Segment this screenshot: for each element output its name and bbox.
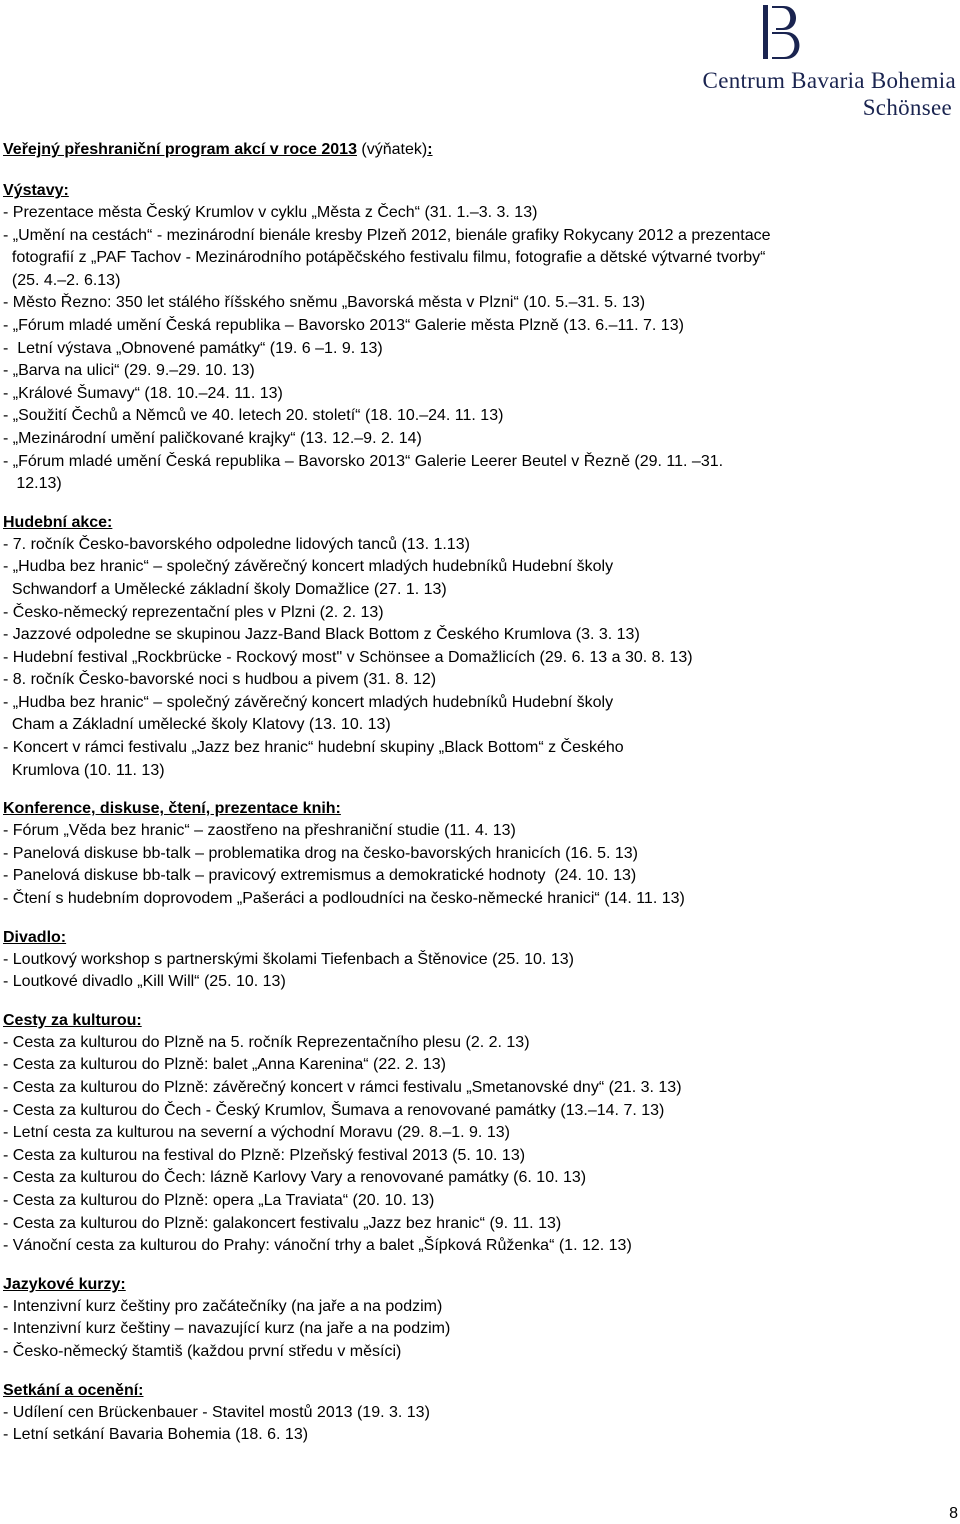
list-item: - „Králové Šumavy“ (18. 10.–24. 11. 13) bbox=[3, 384, 283, 402]
list-item: Schwandorf a Umělecké základní školy Domažlice (27. 1. 13) bbox=[3, 580, 447, 598]
list-item: - „Hudba bez hranic“ – společný závěrečný koncert mladých hudebníků Hudební školy bbox=[3, 693, 614, 711]
section-title: Divadlo: bbox=[3, 928, 67, 946]
list-item: - Loutkový workshop s partnerskými školami Tiefenbach a Štěnovice (25. 10. 13) bbox=[3, 950, 574, 968]
list-item: Cham a Základní umělecké školy Klatovy (13. 10. 13) bbox=[3, 716, 391, 734]
list-item: - Loutkové divadlo „Kill Will“ (25. 10. 13) bbox=[3, 973, 286, 991]
section bbox=[3, 1274, 958, 1364]
document-title bbox=[3, 139, 958, 161]
list-item: fotografií z „PAF Tachov - Mezinárodního potápěčského festivalu filmu, fotografie a dětské výtvarné tvorby“ bbox=[3, 249, 766, 267]
list-item: - Město Řezno: 350 let stálého říšského sněmu „Bavorská města v Plzni“ (10. 5.–31. 5. 13) bbox=[3, 294, 646, 312]
list-item: - 7. ročník Česko-bavorského odpoledne lidových tanců (13. 1.13) bbox=[3, 535, 470, 553]
section-title: Konference, diskuse, čtení, prezentace knih: bbox=[3, 800, 341, 818]
list-item: - Letní výstava „Obnovené památky“ (19. 6 –1. 9. 13) bbox=[3, 339, 383, 357]
list-item: - Intenzivní kurz češtiny pro začátečníky (na jaře a na podzim) bbox=[3, 1297, 443, 1315]
list-item: - Cesta za kulturou na festival do Plzně: Plzeňský festival 2013 (5. 10. 13) bbox=[3, 1146, 526, 1164]
list-item: - Prezentace města Český Krumlov v cyklu „Města z Čech“ (31. 1.–3. 3. 13) bbox=[3, 204, 538, 221]
logo-b-icon bbox=[762, 4, 806, 60]
title-note: (výňatek) bbox=[356, 141, 428, 158]
list-item: - Hudební festival „Rockbrücke - Rockový most" v Schönsee a Domažlicích (29. 6. 13 a 30. 8. 13) bbox=[3, 648, 693, 666]
section bbox=[3, 1380, 958, 1447]
sections bbox=[3, 180, 958, 1447]
title-colon: : bbox=[427, 141, 433, 158]
list-item: - Koncert v rámci festivalu „Jazz bez hranic“ hudební skupiny „Black Bottom“ z Českého bbox=[3, 739, 624, 757]
list-item: - „Barva na ulici“ (29. 9.–29. 10. 13) bbox=[3, 362, 255, 380]
section bbox=[3, 927, 958, 994]
list-item: - Cesta za kulturou do Plzně: závěrečný koncert v rámci festivalu „Smetanovské dny“ (21. 3. 13) bbox=[3, 1079, 682, 1096]
list-item: (25. 4.–2. 6.13) bbox=[3, 271, 121, 289]
list-item: - Česko-německý štamtiš (každou první středu v měsíci) bbox=[3, 1342, 402, 1360]
section-title: Setkání a ocenění: bbox=[3, 1381, 144, 1399]
list-item: - Cesta za kulturou do Plzně: galakoncert festivalu „Jazz bez hranic“ (9. 11. 13) bbox=[3, 1214, 562, 1232]
section bbox=[3, 798, 958, 910]
list-item: - Fórum „Věda bez hranic“ – zaostřeno na přeshraniční studie (11. 4. 13) bbox=[3, 822, 516, 840]
logo bbox=[612, 4, 958, 120]
list-item: - Letní setkání Bavaria Bohemia (18. 6. 13) bbox=[3, 1426, 309, 1444]
document-body bbox=[3, 139, 958, 1447]
list-item: - Česko-německý reprezentační ples v Plzni (2. 2. 13) bbox=[3, 603, 384, 621]
list-item: - Panelová diskuse bb-talk – problematika drog na česko-bavorských hranicích (16. 5. 13) bbox=[3, 844, 638, 862]
list-item: - Cesta za kulturou do Plzně na 5. ročník Reprezentačního plesu (2. 2. 13) bbox=[3, 1033, 530, 1051]
list-item: - „Mezinárodní umění paličkované krajky“ (13. 12.–9. 2. 14) bbox=[3, 429, 422, 447]
logo-line-2: Schönsee bbox=[862, 95, 952, 120]
list-item: - „Umění na cestách“ - mezinárodní bienále kresby Plzeň 2012, bienále grafiky Rokycany 2012 a prezentace bbox=[3, 226, 771, 244]
list-item: - „Fórum mladé umění Česká republika – Bavorsko 2013“ Galerie Leerer Beutel v Řezně (29. 11. –31. bbox=[3, 452, 724, 470]
section-title: Jazykové kurzy: bbox=[3, 1275, 126, 1293]
title-main: Veřejný přeshraniční program akcí v roce 2013 bbox=[3, 141, 357, 158]
list-item: Krumlova (10. 11. 13) bbox=[3, 761, 165, 779]
section bbox=[3, 1010, 958, 1258]
list-item: - Cesta za kulturou do Čech: lázně Karlovy Vary a renovované památky (6. 10. 13) bbox=[3, 1169, 587, 1187]
list-item: - „Fórum mladé umění Česká republika – Bavorsko 2013“ Galerie města Plzně (13. 6.–11. 7. 13) bbox=[3, 316, 684, 334]
list-item: - Panelová diskuse bb-talk – pravicový extremismus a demokratické hodnoty (24. 10. 13) bbox=[3, 867, 637, 885]
section-title: Výstavy: bbox=[3, 182, 69, 199]
list-item: 12.13) bbox=[3, 475, 62, 493]
section-title: Cesty za kulturou: bbox=[3, 1011, 142, 1029]
list-item: - „Hudba bez hranic“ – společný závěrečný koncert mladých hudebníků Hudební školy bbox=[3, 558, 614, 576]
list-item: - „Soužití Čechů a Němců ve 40. letech 20. století“ (18. 10.–24. 11. 13) bbox=[3, 407, 504, 425]
list-item: - Cesta za kulturou do Čech - Český Krumlov, Šumava a renovované památky (13.–14. 7. 13) bbox=[3, 1101, 665, 1119]
list-item: - Letní cesta za kulturou na severní a východní Moravu (29. 8.–1. 9. 13) bbox=[3, 1124, 510, 1142]
page-number: 8 bbox=[949, 1505, 958, 1522]
section bbox=[3, 512, 958, 783]
list-item: - Vánoční cesta za kulturou do Prahy: vánoční trhy a balet „Šípková Růženka“ (1. 12. 13) bbox=[3, 1237, 632, 1255]
list-item: - Cesta za kulturou do Plzně: opera „La Traviata“ (20. 10. 13) bbox=[3, 1191, 435, 1209]
logo-line-1: Centrum Bavaria Bohemia bbox=[702, 68, 956, 93]
list-item: - Jazzové odpoledne se skupinou Jazz-Band Black Bottom z Českého Krumlova (3. 3. 13) bbox=[3, 626, 640, 644]
list-item: - Cesta za kulturou do Plzně: balet „Anna Karenina“ (22. 2. 13) bbox=[3, 1056, 446, 1074]
list-item: - Čtení s hudebním doprovodem „Pašeráci a podloudníci na česko-německé hranici“ (14. 11. 13) bbox=[3, 890, 685, 908]
section bbox=[3, 180, 958, 496]
list-item: - Intenzivní kurz češtiny – navazující kurz (na jaře a na podzim) bbox=[3, 1320, 451, 1338]
list-item: - Udílení cen Brückenbauer - Stavitel mostů 2013 (19. 3. 13) bbox=[3, 1403, 430, 1421]
list-item: - 8. ročník Česko-bavorské noci s hudbou a pivem (31. 8. 12) bbox=[3, 671, 437, 689]
section-title: Hudební akce: bbox=[3, 513, 113, 531]
